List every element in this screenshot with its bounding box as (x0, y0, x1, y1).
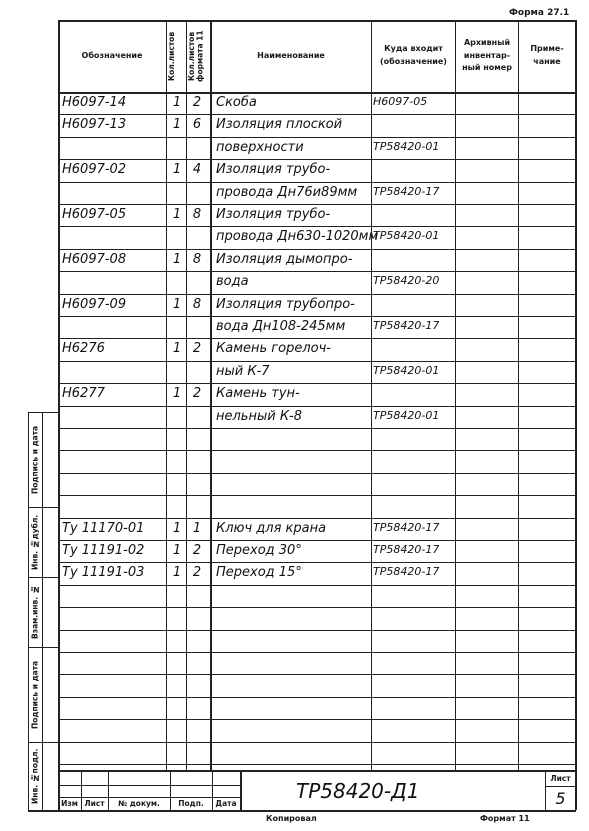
row-naimenovanie: нельный К-8 (216, 409, 303, 424)
footer-kopiroval: Копировал (266, 814, 317, 823)
title-n-dokum: № докум. (118, 799, 160, 808)
side-label-podpis-data-2: Подпись и дата (30, 660, 40, 729)
header-primechanie: Приме-чание (530, 44, 564, 66)
row-naimenovanie: поверхности (216, 140, 304, 155)
row-line (58, 495, 576, 496)
row-kol-listov: 1 (172, 207, 182, 222)
row-kol-listov: 1 (172, 543, 182, 558)
row-kol-listov: 1 (172, 297, 182, 312)
row-line (58, 226, 576, 227)
row-line (58, 383, 576, 384)
row-kol-formata: 6 (192, 117, 202, 132)
row-kol-formata: 4 (192, 162, 202, 177)
header-bottom-line (58, 92, 576, 94)
row-kuda-vhodit: ТР58420-17 (373, 565, 440, 578)
side-label-inv-dubl: Инв. №дубл. (30, 514, 40, 570)
row-kuda-vhodit: ТР58420-17 (373, 185, 440, 198)
col-line-6 (518, 20, 519, 770)
row-oboznachenie: Н6277 (62, 386, 105, 401)
row-kuda-vhodit: ТР58420-01 (373, 409, 440, 422)
row-kol-listov: 1 (172, 521, 182, 536)
row-kuda-vhodit: ТР58420-17 (373, 319, 440, 332)
sheet-number: 5 (555, 789, 566, 808)
row-line (58, 204, 576, 205)
row-kol-listov: 1 (172, 386, 182, 401)
row-line (58, 719, 576, 720)
header-arhivny-nomer: Архивный инвентар-ный номер (462, 37, 512, 73)
col-line-5 (455, 20, 456, 770)
sheet-label: Лист (550, 774, 571, 783)
row-kol-formata: 2 (192, 95, 202, 110)
row-line (58, 562, 576, 563)
row-oboznachenie: Ту 11191-03 (62, 565, 145, 580)
row-line (58, 607, 576, 608)
row-line (58, 137, 576, 138)
row-line (58, 652, 576, 653)
row-kuda-vhodit: ТР58420-01 (373, 229, 440, 242)
row-kol-formata: 8 (192, 297, 202, 312)
row-line (58, 114, 576, 115)
row-kol-formata: 2 (192, 543, 202, 558)
tb-col-5 (240, 770, 242, 810)
row-oboznachenie: Н6097-02 (62, 162, 127, 177)
header-kol-listov: Кол.листов (167, 31, 176, 81)
col-line-3 (210, 20, 212, 770)
row-kol-listov: 1 (172, 162, 182, 177)
side-label-podpis-data-1: Подпись и дата (30, 425, 40, 494)
row-kol-formata: 2 (192, 565, 202, 580)
row-kol-listov: 1 (172, 117, 182, 132)
header-kol-listov-formata: Кол.листов формата 11 (187, 30, 205, 82)
title-izm: Изм (61, 799, 78, 808)
row-kol-formata: 1 (192, 521, 202, 536)
row-naimenovanie: Изоляция трубо- (216, 207, 331, 222)
row-kuda-vhodit: ТР58420-01 (373, 140, 440, 153)
row-naimenovanie: Изоляция дымопро- (216, 252, 353, 267)
row-oboznachenie: Ту 11191-02 (62, 543, 145, 558)
row-line (58, 338, 576, 339)
row-kol-listov: 1 (172, 252, 182, 267)
row-kuda-vhodit: Н6097-05 (373, 95, 428, 108)
row-naimenovanie: Камень тун- (216, 386, 300, 401)
row-line (58, 764, 576, 765)
row-naimenovanie: Скоба (216, 95, 257, 110)
row-line (58, 249, 576, 250)
row-kol-listov: 1 (172, 95, 182, 110)
row-line (58, 271, 576, 272)
row-line (58, 674, 576, 675)
col-line-2 (186, 20, 187, 770)
row-line (58, 361, 576, 362)
title-podp: Подп. (178, 799, 204, 808)
row-line (58, 316, 576, 317)
row-naimenovanie: Переход 15° (216, 565, 302, 580)
row-line (58, 630, 576, 631)
row-line (58, 406, 576, 407)
frame-right (575, 20, 577, 810)
side-label-inv-podl: Инв. №подл. (30, 748, 40, 804)
col-line-1 (166, 20, 167, 770)
row-line (58, 428, 576, 429)
frame-left (58, 20, 60, 810)
row-oboznachenie: Н6097-13 (62, 117, 127, 132)
footer-format: Формат 11 (480, 814, 530, 823)
frame-bottom (28, 810, 576, 812)
row-kuda-vhodit: ТР58420-01 (373, 364, 440, 377)
form-label: Форма 27.1 (509, 8, 570, 18)
row-line (58, 518, 576, 519)
row-naimenovanie: Изоляция трубопро- (216, 297, 355, 312)
col-line-4 (371, 20, 372, 770)
row-line (58, 473, 576, 474)
row-naimenovanie: Ключ для крана (216, 521, 327, 536)
row-oboznachenie: Ту 11170-01 (62, 521, 145, 536)
row-kuda-vhodit: ТР58420-17 (373, 543, 440, 556)
header-naimenovanie: Наименование (257, 50, 325, 60)
row-naimenovanie: провода Дн76и89мм (216, 185, 358, 200)
row-naimenovanie: провода Дн630-1020мм (216, 229, 379, 244)
tb-sheet-sep (545, 786, 575, 787)
row-oboznachenie: Н6097-08 (62, 252, 127, 267)
row-line (58, 697, 576, 698)
row-naimenovanie: Изоляция трубо- (216, 162, 331, 177)
row-kuda-vhodit: ТР58420-17 (373, 521, 440, 534)
row-oboznachenie: Н6276 (62, 341, 105, 356)
row-naimenovanie: Камень горелоч- (216, 341, 331, 356)
side-stamp-mid (42, 412, 43, 810)
row-oboznachenie: Н6097-09 (62, 297, 127, 312)
side-label-vzam-inv: Взам.инв. № (30, 585, 40, 639)
header-kuda-vhodit: Куда входит (обозначение) (380, 44, 447, 66)
row-line (58, 450, 576, 451)
row-kol-listov: 1 (172, 341, 182, 356)
row-oboznachenie: Н6097-05 (62, 207, 127, 222)
row-kol-formata: 8 (192, 207, 202, 222)
row-line (58, 159, 576, 160)
row-kol-formata: 2 (192, 386, 202, 401)
title-data: Дата (215, 799, 237, 808)
row-naimenovanie: Переход 30° (216, 543, 302, 558)
document-designation: ТР58420-Д1 (296, 779, 420, 803)
row-line (58, 742, 576, 743)
title-block-top (58, 770, 576, 772)
row-naimenovanie: Изоляция плоской (216, 117, 343, 132)
row-oboznachenie: Н6097-14 (62, 95, 127, 110)
row-line (58, 540, 576, 541)
row-line (58, 585, 576, 586)
row-naimenovanie: вода Дн108-245мм (216, 319, 346, 334)
row-naimenovanie: вода (216, 274, 249, 289)
header-oboznachenie: Обозначение (81, 50, 143, 60)
row-kuda-vhodit: ТР58420-20 (373, 274, 440, 287)
row-line (58, 294, 576, 295)
title-list: Лист (84, 799, 105, 808)
row-kol-listov: 1 (172, 565, 182, 580)
row-naimenovanie: ный К-7 (216, 364, 270, 379)
row-kol-formata: 8 (192, 252, 202, 267)
row-kol-formata: 2 (192, 341, 202, 356)
row-line (58, 182, 576, 183)
